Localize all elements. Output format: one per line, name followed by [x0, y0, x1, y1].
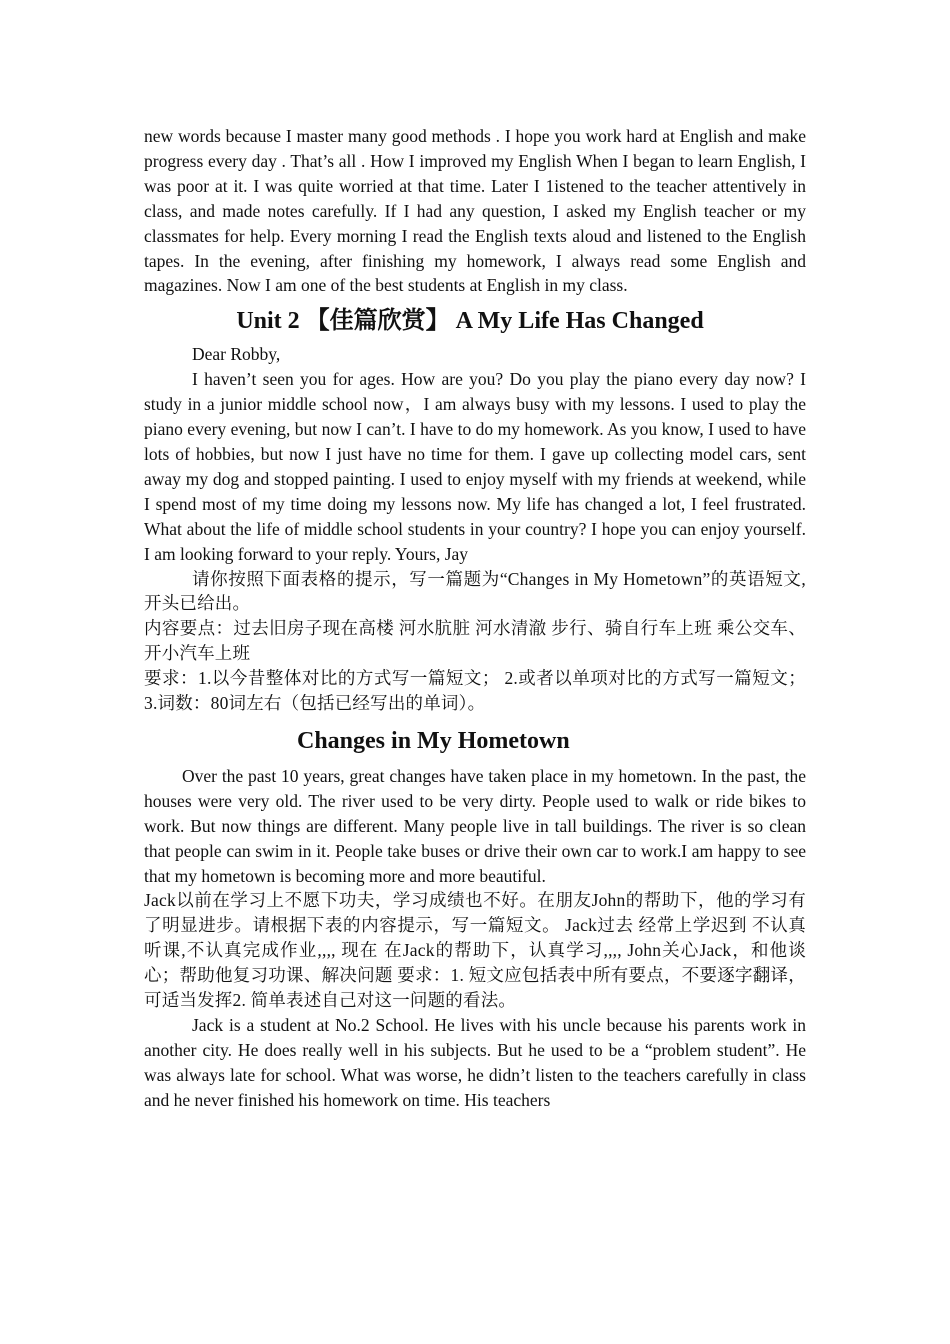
- hometown-essay: Over the past 10 years, great changes have taken place in my hometown. In the past, the houses were very old. The river used to be very dirty. People used to walk or ride bikes to work. But now things are different. Many people live in tall buildings. The river is so clean that people can swim in it. People take buses or drive their own car to work.I am happy to see that my hometown is becoming more and more beautiful.: [144, 765, 806, 886]
- hometown-title: Changes in My Hometown: [297, 727, 570, 754]
- task2-prompt: Jack以前在学习上不愿下功夫，学习成绩也不好。在朋友John的帮助下，他的学习有了明显进步。请根据下表的内容提示，写一篇短文。 Jack过去 经常上学迟到 不认真听课,不认真完成作业,,,, 现在 在Jack的帮助下，认真学习,,,, John关心Jack，和他谈心；帮助他复习功课、解决问题 要求：1. 短文应包括表中所有要点，不要逐字翻译，可适当发挥2. 简单表述自己对这一问题的看法。: [144, 890, 806, 1011]
- document-body: [144, 124, 806, 1113]
- letter-greeting: Dear Robby,: [192, 344, 281, 365]
- letter-body: I haven’t seen you for ages. How are you? Do you play the piano every day now? I study in a junior middle school now，I am always busy with my lessons. I used to play the piano every evening, but now I can’t. I have to do my homework. As you know, I used to have lots of hobbies, but now I just have no time for them. I gave up collecting model cars, sent away my dog and stopped painting. I used to enjoy myself with my friends at weekend, while I spend most of my time doing my lessons now. My life has changed a lot, I feel frustrated. What about the life of middle school students in your country? I hope you can enjoy yourself. I am looking forward to your reply. Yours, Jay: [144, 369, 806, 564]
- intro-paragraph: new words because I master many good methods . I hope you work hard at English and make progress every day . That’s all . How I improved my English When I began to learn English, I was poor at it. I was quite worried at that time. Later I 1istened to the teacher attentively in class, and made notes carefully. If I had any question, I asked my English teacher or my classmates for help. Every morning I read the English texts aloud and listened to the English tapes. In the evening, after finishing my homework, I always read some English and magazines. Now I am one of the best students at English in my class.: [144, 126, 806, 296]
- task1-requirements: 要求：1.以今昔整体对比的方式写一篇短文； 2.或者以单项对比的方式写一篇短文；3.词数：80词左右（包括已经写出的单词）。: [144, 668, 806, 714]
- task1-points: 内容要点：过去旧房子现在高楼 河水肮脏 河水清澈 步行、骑自行车上班 乘公交车、开小汽车上班: [144, 618, 806, 664]
- jack-essay: Jack is a student at No.2 School. He lives with his uncle because his parents work in another city. He does really well in his subjects. But he used to be a “problem student”. He was always late for school. What was worse, he didn’t listen to the teachers carefully in class and he never finished his homework on time. His teachers: [144, 1015, 806, 1110]
- task1-prompt: 请你按照下面表格的提示，写一篇题为“Changes in My Hometown”的英语短文,开头已给出。: [144, 568, 806, 614]
- unit-heading: Unit 2 【佳篇欣赏】 A My Life Has Changed: [236, 308, 704, 335]
